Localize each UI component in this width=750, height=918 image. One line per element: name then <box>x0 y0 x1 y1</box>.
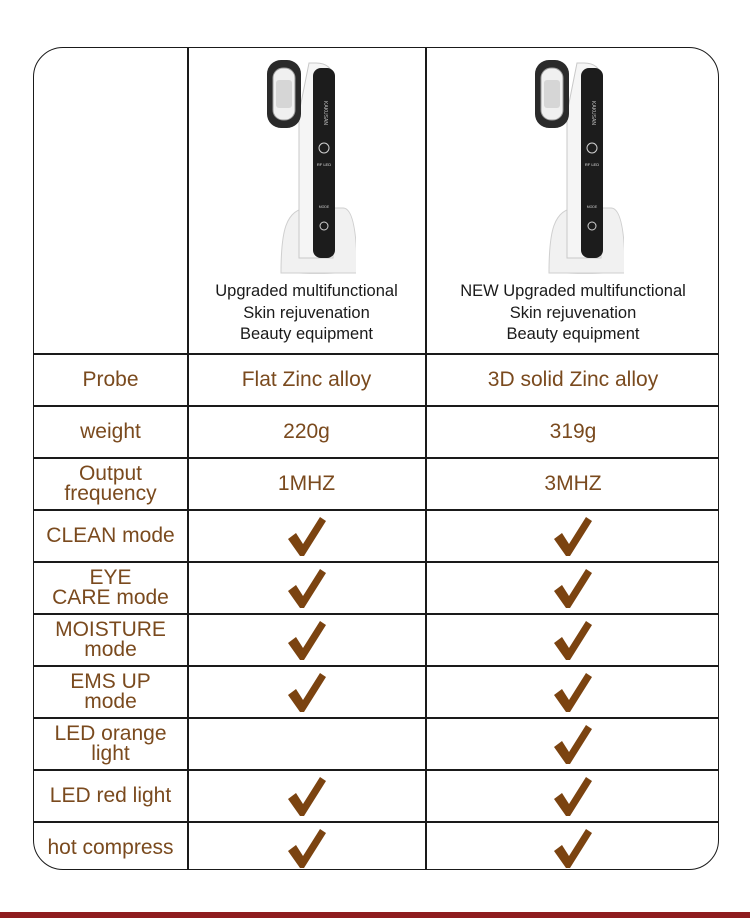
checkmark-icon <box>426 770 719 822</box>
checkmark-icon <box>426 666 719 718</box>
checkmark-icon <box>188 510 425 562</box>
row-label: EYE CARE mode <box>52 565 169 609</box>
checkmark-icon <box>188 562 425 614</box>
row-label: hot compress <box>47 835 174 859</box>
product-header-1 <box>188 48 425 353</box>
row-label: LED red light <box>49 783 172 807</box>
caption-line: Skin rejuvenation <box>509 303 637 322</box>
caption-line: Beauty equipment <box>239 325 373 343</box>
caption-line: NEW Upgraded multifunctional <box>460 282 686 300</box>
row-value: 3D solid Zinc alloy <box>487 367 659 391</box>
caption-line: Skin rejuvenation <box>243 303 370 322</box>
checkmark-icon <box>426 614 719 666</box>
row-label: MOISTURE mode <box>55 617 166 661</box>
caption-line: Upgraded multifunctional <box>215 282 398 300</box>
device-image <box>261 58 356 278</box>
row-label: LED orange light <box>54 721 167 765</box>
bottom-accent-bar <box>0 912 750 918</box>
row-label: Probe <box>82 367 139 391</box>
checkmark-icon <box>426 562 719 614</box>
row-value: 3MHZ <box>544 471 602 495</box>
product-caption <box>426 281 719 346</box>
empty-cell <box>188 718 425 770</box>
svg-text:MODE: MODE <box>318 205 330 209</box>
caption-line: Beauty equipment <box>506 325 640 343</box>
checkmark-icon <box>188 822 425 870</box>
row-value: 319g <box>549 419 597 443</box>
row-value: 1MHZ <box>277 471 336 495</box>
svg-text:RF LED: RF LED <box>316 162 332 167</box>
row-value: 220g <box>283 419 330 443</box>
row-label: CLEAN mode <box>46 523 175 547</box>
checkmark-icon <box>426 718 719 770</box>
row-value: Flat Zinc alloy <box>241 367 372 391</box>
checkmark-icon <box>426 822 719 870</box>
product-caption <box>188 281 425 346</box>
device-image <box>529 58 624 278</box>
row-label: Output frequency <box>64 461 157 505</box>
product-header-2 <box>426 48 719 353</box>
checkmark-icon <box>188 770 425 822</box>
svg-text:KAKUSAN: KAKUSAN <box>590 101 596 125</box>
svg-text:KAKUSAN: KAKUSAN <box>322 101 328 125</box>
svg-text:MODE: MODE <box>586 205 598 209</box>
comparison-table <box>33 47 719 870</box>
row-label: weight <box>80 419 141 443</box>
row-label: EMS UP mode <box>70 669 151 713</box>
checkmark-icon <box>188 666 425 718</box>
checkmark-icon <box>426 510 719 562</box>
checkmark-icon <box>188 614 425 666</box>
svg-text:RF LED: RF LED <box>584 162 600 167</box>
